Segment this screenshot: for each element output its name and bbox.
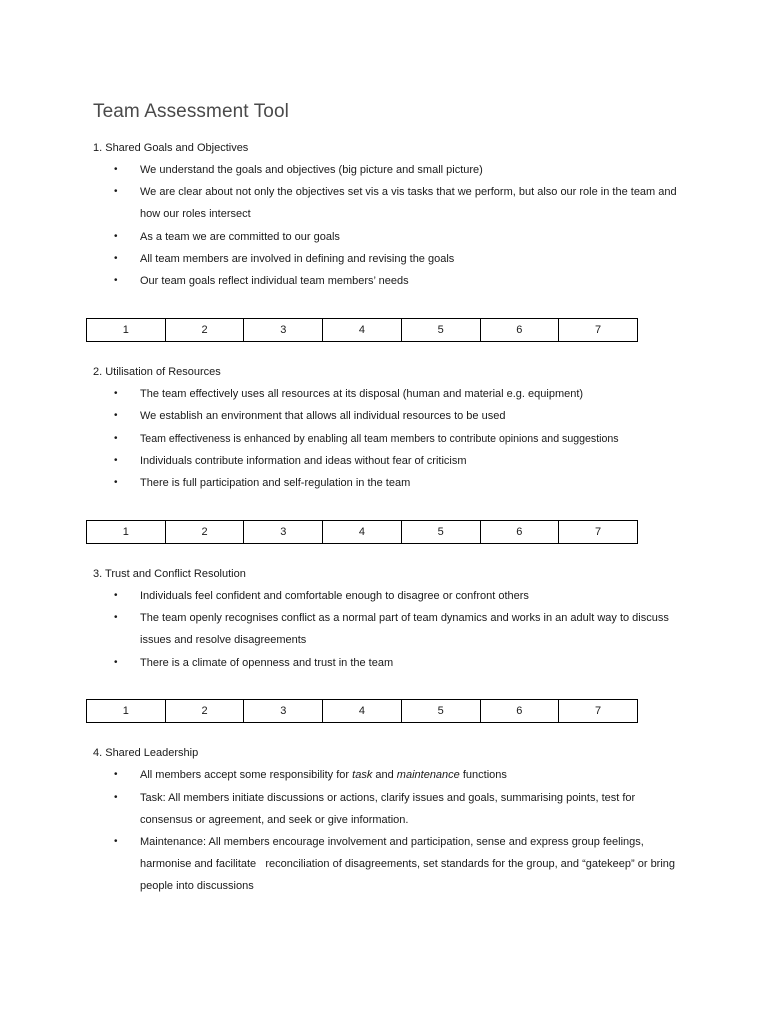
list-item bbox=[114, 383, 684, 405]
list-item-text: The team effectively uses all resources at its disposal (human and material e.g. equipment) bbox=[140, 388, 584, 400]
rating-cell-1[interactable]: 1 bbox=[87, 521, 166, 544]
rating-cell-5[interactable]: 5 bbox=[401, 700, 480, 723]
list-item-text bbox=[140, 764, 684, 786]
section-heading-shared-leadership: 4. Shared Leadership bbox=[93, 747, 199, 759]
list-item bbox=[114, 585, 684, 607]
list-item-text: Maintenance: All members encourage involvement and participation, sense and express group feelings, harmonise and facilitate reconciliation of disagreements, set standards for the group, and “gatekeep” or bring people into discussions bbox=[140, 836, 679, 892]
rating-cell-5[interactable]: 5 bbox=[401, 521, 480, 544]
bullet-icon: • bbox=[114, 186, 118, 197]
list-item-text: We understand the goals and objectives (big picture and small picture) bbox=[140, 164, 483, 176]
rating-cell-7[interactable]: 7 bbox=[559, 319, 638, 342]
list-item-text: There is full participation and self-regulation in the team bbox=[140, 477, 411, 489]
list-item-text-part: and bbox=[372, 769, 397, 781]
bullet-icon: • bbox=[114, 410, 118, 421]
list-item-text: There is a climate of openness and trust in the team bbox=[140, 657, 394, 669]
bullet-icon: • bbox=[114, 612, 118, 623]
rating-row bbox=[87, 319, 638, 342]
rating-cell-3[interactable]: 3 bbox=[244, 700, 323, 723]
rating-cell-6[interactable]: 6 bbox=[480, 521, 559, 544]
list-item-text-part: All members accept some responsibility for bbox=[140, 769, 353, 781]
list-item bbox=[114, 787, 684, 831]
rating-cell-5[interactable]: 5 bbox=[401, 319, 480, 342]
list-item bbox=[114, 652, 684, 674]
list-item bbox=[114, 159, 684, 181]
document-title: Team Assessment Tool bbox=[93, 101, 289, 122]
list-item-text: The team openly recognises conflict as a normal part of team dynamics and works in an adult way to discuss issues and resolve disagreements bbox=[140, 612, 669, 646]
section-heading-shared-goals: 1. Shared Goals and Objectives bbox=[93, 142, 249, 154]
list-item bbox=[114, 831, 684, 897]
list-item-text: Individuals feel confident and comfortable enough to disagree or confront others bbox=[140, 590, 529, 602]
list-item bbox=[114, 450, 684, 472]
list-item bbox=[114, 428, 714, 450]
rating-cell-6[interactable]: 6 bbox=[480, 700, 559, 723]
emphasis-task: task bbox=[352, 769, 373, 781]
bullet-icon: • bbox=[114, 477, 118, 488]
list-item-text-part: functions bbox=[459, 769, 507, 781]
list-item bbox=[114, 472, 684, 494]
rating-cell-6[interactable]: 6 bbox=[480, 319, 559, 342]
list-item bbox=[114, 181, 684, 225]
rating-row bbox=[87, 700, 638, 723]
list-item bbox=[114, 270, 684, 292]
rating-cell-1[interactable]: 1 bbox=[87, 700, 166, 723]
rating-cell-7[interactable]: 7 bbox=[559, 521, 638, 544]
emphasis-maintenance: maintenance bbox=[396, 769, 460, 781]
bullet-icon: • bbox=[114, 388, 118, 399]
rating-scale-table bbox=[86, 520, 638, 544]
bullet-icon: • bbox=[114, 433, 118, 444]
rating-cell-4[interactable]: 4 bbox=[323, 700, 402, 723]
rating-cell-2[interactable]: 2 bbox=[165, 700, 244, 723]
rating-scale-table bbox=[86, 318, 638, 342]
section-heading-utilisation: 2. Utilisation of Resources bbox=[93, 366, 221, 378]
list-item-text: As a team we are committed to our goals bbox=[140, 231, 340, 243]
list-item-text: We establish an environment that allows all individual resources to be used bbox=[140, 410, 506, 422]
rating-scale-table bbox=[86, 699, 638, 723]
list-item-text: Task: All members initiate discussions or actions, clarify issues and goals, summarising points, test for consensus or agreement, and seek or give information. bbox=[140, 792, 636, 826]
bullet-icon: • bbox=[114, 836, 118, 847]
section-heading-trust: 3. Trust and Conflict Resolution bbox=[93, 568, 246, 580]
bullet-icon: • bbox=[114, 164, 118, 175]
list-item-text: Our team goals reflect individual team members’ needs bbox=[140, 275, 409, 287]
bullet-icon: • bbox=[114, 769, 118, 780]
rating-cell-2[interactable]: 2 bbox=[165, 319, 244, 342]
rating-cell-4[interactable]: 4 bbox=[323, 521, 402, 544]
list-item bbox=[114, 405, 684, 427]
bullet-icon: • bbox=[114, 590, 118, 601]
list-item bbox=[114, 226, 684, 248]
list-item-text: Individuals contribute information and ideas without fear of criticism bbox=[140, 455, 467, 467]
rating-cell-4[interactable]: 4 bbox=[323, 319, 402, 342]
list-item bbox=[114, 764, 684, 786]
list-item bbox=[114, 607, 684, 651]
bullet-icon: • bbox=[114, 275, 118, 286]
bullet-icon: • bbox=[114, 253, 118, 264]
bullet-icon: • bbox=[114, 231, 118, 242]
list-item-text: Team effectiveness is enhanced by enabling all team members to contribute opinions and suggestions bbox=[140, 433, 619, 445]
rating-cell-1[interactable]: 1 bbox=[87, 319, 166, 342]
bullet-icon: • bbox=[114, 455, 118, 466]
rating-row bbox=[87, 521, 638, 544]
list-item bbox=[114, 248, 684, 270]
rating-cell-3[interactable]: 3 bbox=[244, 319, 323, 342]
list-item-text: We are clear about not only the objectives set vis a vis tasks that we perform, but also our role in the team and how our roles intersect bbox=[140, 186, 677, 220]
bullet-icon: • bbox=[114, 657, 118, 668]
list-item-text: All team members are involved in defining and revising the goals bbox=[140, 253, 455, 265]
rating-cell-3[interactable]: 3 bbox=[244, 521, 323, 544]
rating-cell-7[interactable]: 7 bbox=[559, 700, 638, 723]
bullet-icon: • bbox=[114, 792, 118, 803]
rating-cell-2[interactable]: 2 bbox=[165, 521, 244, 544]
